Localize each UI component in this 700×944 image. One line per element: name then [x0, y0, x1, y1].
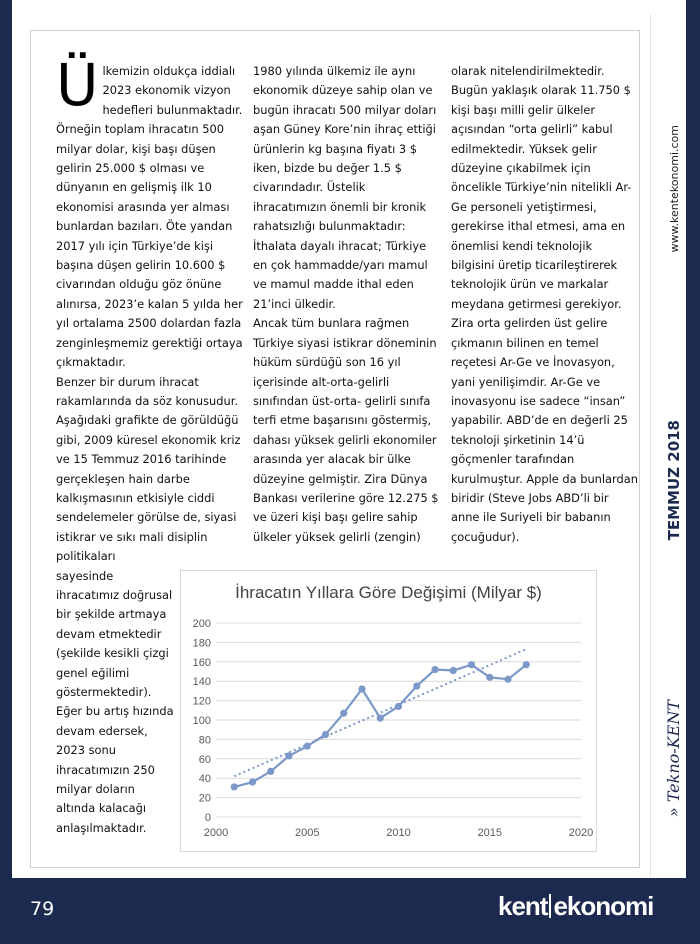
logo-left: kent	[498, 891, 548, 921]
data-point	[231, 783, 238, 790]
data-point	[486, 674, 493, 681]
data-point	[523, 661, 530, 668]
page-number: 79	[30, 898, 55, 920]
paragraph: Benzer bir durum ihracat rakamlarında da söz konusudur. Aşağıdaki grafikte de görüldüğü gibi, 2009 küresel ekonomik kriz ve 15 Temmuz 2016 tarihinde gerçekleşen hain darbe kalkışmasının etkisiyle ciddi sendelemeler görülse de, siyasi istikrar ve sıkı mali disiplin	[56, 374, 241, 544]
data-point	[413, 682, 420, 689]
data-point	[395, 703, 402, 710]
paragraph: Ancak tüm bunlara rağmen Türkiye siyasi istikrar döneminin hüküm sürdüğü son 16 yıl içerisinde alt-orta-gelirli sınıfından üst-orta- gelirli sınıfa terfi etme başarısını göstermiş, dahası yüksek gelirli ekonomiler arasında yer alacak bir ülke düzeyine gelmiştir. Zira Dünya Bankası verilerine göre 12.275 $ ve üzeri kişi başı gelire sahip ülkeler yüksek gelirli (zengin)	[253, 316, 439, 544]
data-point	[340, 710, 347, 717]
paragraph: 1980 yılında ülkemiz ile aynı ekonomik düzeye sahip olan ve bugün ihracatı 500 milyar doları aşan Güney Kore’nin ihraç ettiği ürünlerin kg başına fiyatı 3 $ iken, bizde bu değer 1.5 $ civarındadır. Üstelik ihracatımızın önemli bir kronik rahatsızlığı bulunmaktadır: İthalata dayalı ihracat; Türkiye en çok hammadde/yarı mamul ve mamul madde ithal eden 21’inci ülkedir.	[253, 64, 437, 311]
x-tick-label: 2015	[477, 827, 502, 839]
x-tick-label: 2010	[386, 827, 411, 839]
brand-label: Tekno-KENT	[664, 700, 683, 803]
issue-date: TEMMUZ 2018	[665, 420, 683, 541]
brand-arrow-icon: »	[664, 807, 683, 818]
data-point	[431, 666, 438, 673]
data-point	[377, 714, 384, 721]
data-point	[285, 752, 292, 759]
logo-right: ekonomi	[553, 891, 654, 921]
y-tick-label: 160	[192, 656, 211, 669]
right-edge-bar	[686, 0, 700, 944]
chart-title: İhracatın Yıllara Göre Değişimi (Milyar $)	[235, 583, 542, 602]
x-tick-label: 2000	[203, 827, 229, 839]
logo-divider	[549, 894, 551, 918]
drop-cap: Ü	[56, 51, 99, 119]
section-brand	[664, 700, 683, 817]
data-point	[358, 685, 365, 692]
top-margin	[0, 0, 700, 14]
data-point	[450, 667, 457, 674]
y-tick-label: 40	[198, 773, 211, 786]
magazine-logo	[498, 891, 653, 927]
paragraph: lkemizin oldukça iddialı 2023 ekonomik vizyon hedefleri bulunmaktadır. Örneğin toplam ihracatın 500 milyar dolar, kişi başı düşen gelirin 25.000 $ olması ve dünyanın en gelişmiş ilk 10 ekonomisi arasında yer alması bunlardan bazıları. Öte yandan 2017 yılı için Türkiye’de kişi başına düşen gelirin 10.600 $ civarından olduğu göz önüne alınırsa, 2023’e kalan 5 yılda her yıl ortalama 2500 dolardan fazla zenginleşmemiz gerektiği ortaya çıkmaktadır.	[56, 64, 243, 370]
data-point	[249, 778, 256, 785]
y-tick-label: 0	[204, 812, 211, 824]
data-point	[468, 661, 475, 668]
paragraph: olarak nitelendirilmektedir. Bugün yaklaşık olarak 11.750 $ kişi başı milli gelir ülkeler açısından “orta gelirli” kabul edilmektedir. Yüksek gelir düzeyine çıkabilmek için öncelikle Türkiye’nin nitelikli Ar-Ge personeli yetiştirmesi, gerekirse ithal etmesi, ama en önemlisi kendi teknolojik bilgisini üretip ticarileştirerek teknolojik ürün ve markalar meydana getirmesi gerekiyor. Zira orta gelirden üst gelire çıkmanın bilinen en temel reçetesi Ar-Ge ve İnovasyon, yani yenilişimdir. Ar-Ge ve inovasyonu ise sadece “insan” yapabilir. ABD’de en değerli 25 teknoloji şirketinin 14’ü göçmenler tarafından kurulmuştur. Apple da bunlardan biridir (Steve Jobs ABD’li bir anne ile Suriyeli bir babanın çocuğudur).	[451, 64, 638, 544]
y-tick-label: 80	[198, 734, 211, 747]
export-chart	[180, 570, 597, 852]
data-point	[304, 743, 311, 750]
left-edge-bar	[0, 0, 12, 944]
series-line	[234, 665, 526, 787]
trendline	[234, 649, 526, 776]
x-tick-label: 2020	[568, 827, 594, 839]
y-tick-label: 60	[198, 753, 211, 766]
y-tick-label: 140	[192, 676, 211, 689]
y-tick-label: 200	[192, 618, 211, 630]
data-point	[322, 731, 329, 738]
y-tick-label: 180	[192, 637, 211, 650]
y-tick-label: 100	[192, 715, 211, 727]
chart-plot	[181, 571, 598, 853]
y-tick-label: 20	[198, 792, 211, 805]
website-url: www.kentekonomi.com	[668, 125, 681, 253]
gutter-divider	[650, 14, 651, 878]
data-point	[504, 676, 511, 683]
paragraph: politikaları sayesinde ihracatımız doğrusal bir şekilde artmaya devam etmektedir (şekilde kesikli çizgi genel eğilimi göstermektedir). Eğer bu artış hızında devam edersek, 2023 sonu ihracatımızın 250 milyar doların altında kalacağı anlaşılmaktadır.	[56, 549, 174, 835]
x-tick-label: 2005	[295, 827, 320, 839]
article-column-2	[253, 62, 441, 547]
article-column-3	[451, 62, 639, 547]
data-point	[267, 768, 274, 775]
y-tick-label: 120	[192, 695, 211, 708]
